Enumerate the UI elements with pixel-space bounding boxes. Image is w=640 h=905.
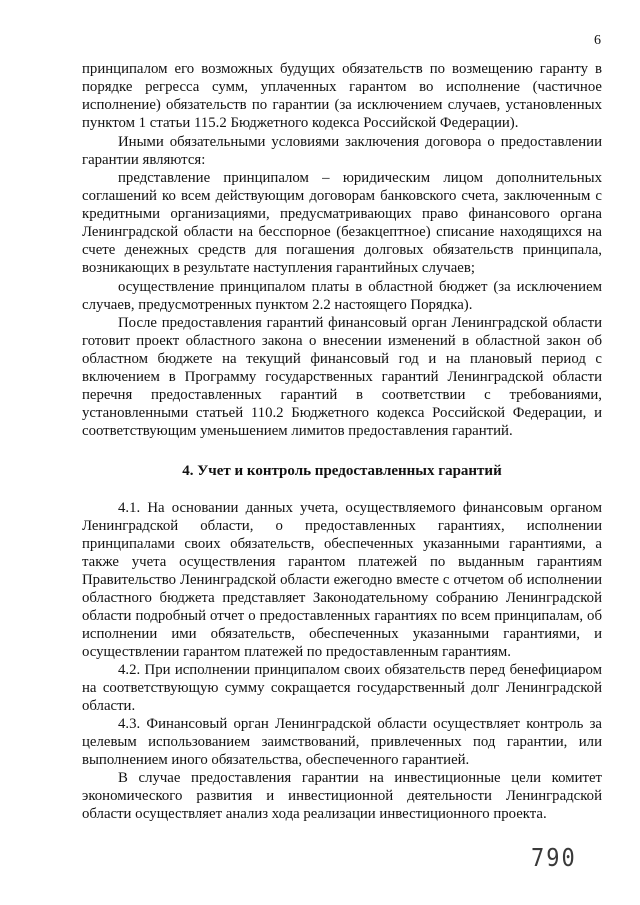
- paragraph: 4.2. При исполнении принципалом своих обязательств перед бенефициаром на соответствующую сумму сокращается государственный долг Ленинградской области.: [82, 662, 602, 714]
- paragraph: 4.1. На основании данных учета, осуществляемого финансовым органом Ленинградской области, о предоставленных гарантиях, исполнении принципалами своих обязательств, обеспеченных указанными гарантиями, а также учета осуществления гарантом платежей по выданным гарантиям Правительство Ленинградской области ежегодно вместе с отчетом об исполнении областного бюджета представляет Законодательному собранию Ленинградской области подробный отчет о предоставленных гарантиях по всем принципалам, об исполнении ими обязательств, обеспеченных указанными гарантиями, и осуществлении гарантом платежей по предоставленным гарантиям.: [82, 500, 602, 660]
- paragraph: В случае предоставления гарантии на инвестиционные цели комитет экономического развития и инвестиционной деятельности Ленинградской области осуществляет анализ хода реализации инвестиционного проекта.: [82, 770, 602, 822]
- paragraph: представление принципалом – юридическим лицом дополнительных соглашений ко всем действующим договорам банковского счета, заключенным с кредитными организациями, предусматривающих право финансового органа Ленинградской области на бесспорное (безакцептное) списание находящихся на счете денежных средств для погашения долговых обязательств принципала, возникающих в результате наступления гарантийных случаев;: [82, 170, 602, 276]
- paragraph: После предоставления гарантий финансовый орган Ленинградской области готовит проект областного закона о внесении изменений в областной закон об областном бюджете на текущий финансовый год и на плановый период с включением в Программу государственных гарантий Ленинградской области перечня предоставленных гарантий в соответствии с требованиями, установленными статьей 110.2 Бюджетного кодекса Российской Федерации, и соответствующим уменьшением лимитов предоставления гарантий.: [82, 315, 602, 439]
- paragraph: 4.3. Финансовый орган Ленинградской области осуществляет контроль за целевым использованием заимствований, привлеченных под гарантии, или выполнением иного обязательства, обеспеченного гарантией.: [82, 716, 602, 768]
- section-heading: 4. Учет и контроль предоставленных гарантий: [182, 463, 502, 479]
- paragraph: принципалом его возможных будущих обязательств по возмещению гаранту в порядке регресса сумм, уплаченных гарантом во исполнение (частичное исполнение) обязательств по гарантии (за исключением случаев, установленных пунктом 1 статьи 115.2 Бюджетного кодекса Российской Федерации).: [82, 61, 602, 131]
- stamp-number: 790: [531, 844, 577, 873]
- document-body: [82, 60, 602, 823]
- page-number: 6: [594, 33, 601, 48]
- paragraph: осуществление принципалом платы в областной бюджет (за исключением случаев, предусмотренных пунктом 2.2 настоящего Порядка).: [82, 278, 602, 313]
- paragraph: Иными обязательными условиями заключения договора о предоставлении гарантии являются:: [82, 133, 602, 168]
